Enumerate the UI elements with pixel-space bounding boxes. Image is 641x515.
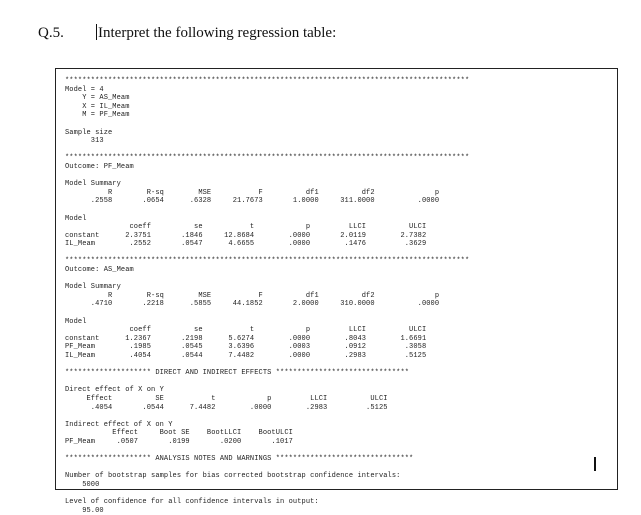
output-line: Direct effect of X on Y (65, 386, 164, 395)
output-line: Model Summary (65, 180, 121, 189)
output-line: ********************************************************************************************** (65, 154, 470, 163)
output-line (65, 490, 469, 499)
output-line: R R-sq MSE F df1 df2 p (65, 291, 440, 300)
output-line: .2558 .0654 .6328 21.7673 1.0000 311.0000 .0000 (65, 197, 440, 206)
output-line (65, 361, 469, 370)
output-line: Outcome: PF_Meam (65, 162, 134, 171)
output-line: .4054 .0544 7.4482 .0000 .2983 .5125 (65, 403, 388, 412)
output-line: ******************** ANALYSIS NOTES AND WARNINGS ******************************** (65, 455, 414, 464)
output-line: IL_Meam .2552 .0547 4.6655 .0000 .1476 .3629 (65, 240, 427, 249)
output-line: .4710 .2218 .5855 44.1852 2.0000 310.0000 .0000 (65, 300, 440, 309)
output-line: 5000 (65, 480, 100, 489)
output-line: PF_Meam .1985 .0545 3.6396 .0003 .0912 .3058 (65, 343, 427, 352)
output-line (65, 146, 469, 155)
output-line: ********************************************************************************************** (65, 77, 470, 85)
output-line: Indirect effect of X on Y (65, 420, 173, 429)
output-line (65, 120, 469, 129)
output-line (65, 464, 469, 473)
output-line (65, 378, 469, 387)
output-line: Effect SE t p LLCI ULCI (65, 394, 388, 403)
output-line: Effect Boot SE BootLLCI BootULCI (65, 429, 293, 438)
output-line: Outcome: AS_Meam (65, 266, 134, 275)
output-line (65, 309, 469, 318)
output-line: IL_Meam .4054 .0544 7.4482 .0000 .2983 .5125 (65, 352, 427, 360)
regression-output-image (55, 68, 618, 515)
text-cursor (594, 457, 596, 471)
output-line: Model (65, 214, 87, 223)
output-line (65, 412, 469, 421)
output-line: coeff se t p LLCI ULCI (65, 326, 427, 335)
output-line (65, 172, 469, 181)
output-line: constant 1.2367 .2198 5.6274 .0000 .8043 1.6691 (65, 334, 427, 343)
output-line: Model Summary (65, 283, 121, 292)
output-line: M = PF_Meam (65, 111, 130, 120)
output-line: Y = AS_Meam (65, 94, 130, 103)
output-line: constant 2.3751 .1846 12.8684 .0000 2.0119 2.7382 (65, 231, 427, 240)
text-cursor-mark (96, 24, 97, 40)
output-line (65, 249, 469, 258)
output-line: 313 (65, 137, 104, 146)
output-line: coeff se t p LLCI ULCI (65, 223, 427, 232)
output-line: ********************************************************************************************** (65, 257, 470, 266)
output-line: 95.00 (65, 506, 104, 515)
question-text: Interpret the following regression table: (98, 25, 337, 41)
output-line: X = IL_Meam (65, 102, 130, 111)
output-line: Model (65, 317, 87, 326)
output-line: Model = 4 (65, 85, 104, 94)
output-line (65, 447, 469, 456)
output-line: Sample size (65, 128, 113, 137)
output-line: R R-sq MSE F df1 df2 p (65, 188, 440, 197)
question-number: Q.5. (38, 25, 64, 41)
output-line: Level of confidence for all confidence intervals in output: (65, 498, 319, 507)
question-header (38, 24, 336, 42)
output-line: Number of bootstrap samples for bias corrected bootstrap confidence intervals: (65, 472, 401, 481)
output-line: ******************** DIRECT AND INDIRECT EFFECTS ******************************* (65, 369, 410, 378)
output-line (65, 206, 469, 215)
output-line: PF_Meam .0507 .0199 .0200 .1017 (65, 437, 293, 446)
output-line (65, 275, 469, 284)
regression-output-text (65, 77, 469, 515)
